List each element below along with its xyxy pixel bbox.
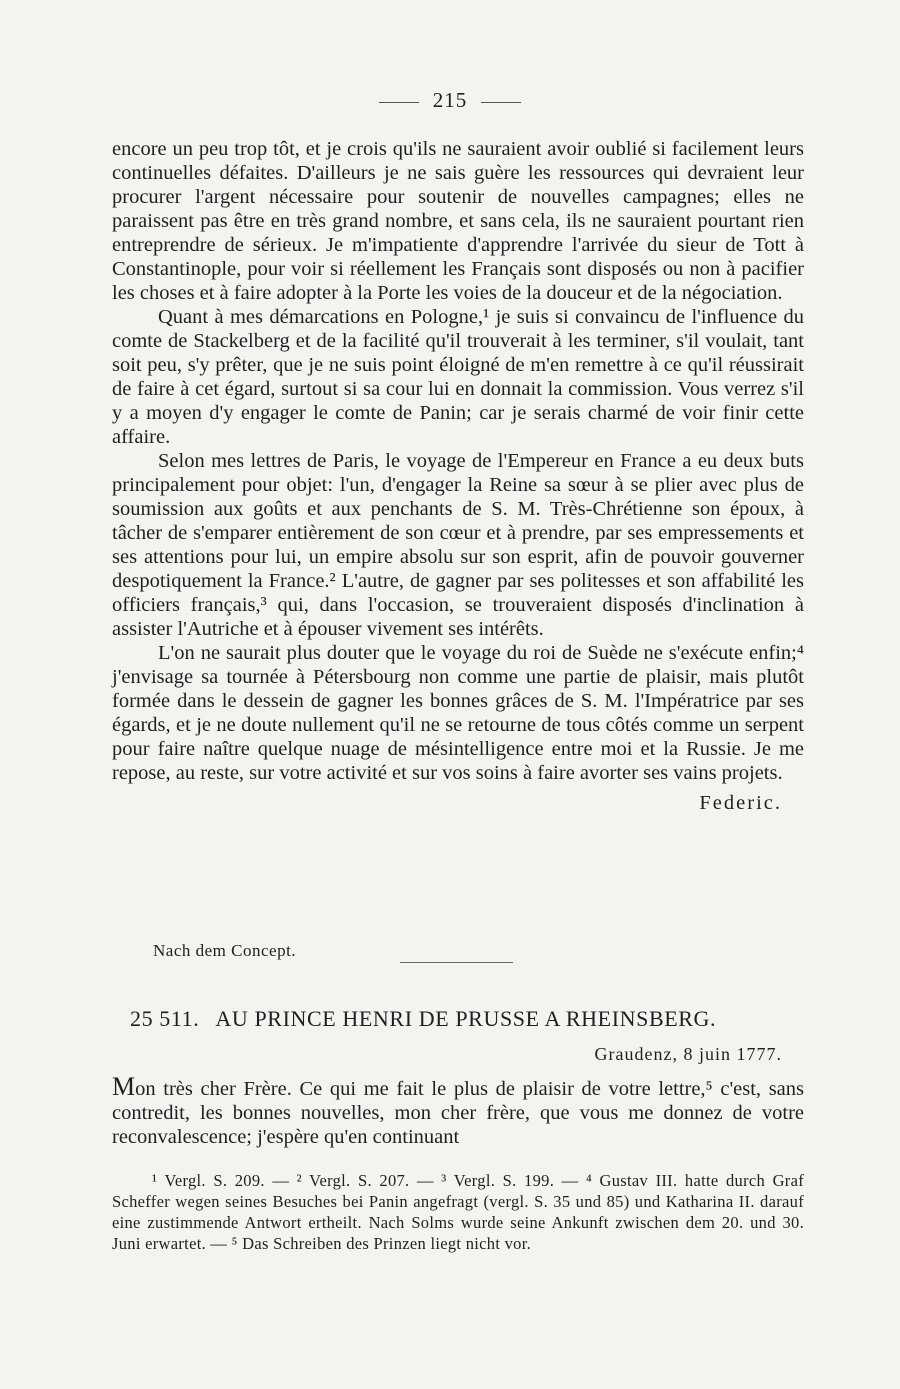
letter-number: 25 511. xyxy=(130,1006,200,1031)
letter-text xyxy=(112,1072,804,1149)
paragraph: Selon mes lettres de Paris, le voyage de l'Empereur en France a eu deux buts principalement pour objet: l'un, d'engager la Reine sa sœur à se plier avec plus de soumission aux goûts et aux penchants de S. M. Très-Chrétienne son époux, à tâcher de s'emparer entièrement de son cœur et à prendre, par ses empressements et ses attentions pour lui, un empire absolu sur son esprit, afin de pouvoir gouverner despotiquement la France.² L'autre, de gagner par ses politesses et son affabilité les officiers français,³ qui, dans l'occasion, se trouveraient disposés d'inclination à assister l'Autriche et à épouser vivement ses intérêts. xyxy=(112,450,804,640)
footnotes xyxy=(112,1170,804,1254)
source-note: Nach dem Concept. xyxy=(153,941,297,960)
paragraph: encore un peu trop tôt, et je crois qu'ils ne sauraient avoir oublié si facilement leurs continuelles défaites. D'ailleurs je ne sais guère les ressources qui devraient leur procurer l'argent nécessaire pour soutenir de nouvelles campagnes; elles ne paraissent pas être en très grand nombre, et sans cela, ils ne sauraient pourtant rien entreprendre de sérieux. Je m'impatiente d'apprendre l'arrivée du sieur de Tott à Constantinople, pour voir si réellement les Français sont disposés ou non à pacifier les choses et à faire adopter à la Porte les voies de la douceur et de la négociation. xyxy=(112,138,804,304)
footnote-text: ¹ Vergl. S. 209. — ² Vergl. S. 207. — ³ Vergl. S. 199. — ⁴ Gustav III. hatte durch Graf Scheffer wegen seines Besuches bei Panin angefragt (vergl. S. 35 und 85) und Katharina II. darauf eine zustimmende Antwort ertheilt. Nach Solms wurde seine Ankunft zwischen dem 20. und 30. Juni erwartet. — ⁵ Das Schreiben des Prinzen liegt nicht vor. xyxy=(112,1171,804,1253)
paragraph: L'on ne saurait plus douter que le voyage du roi de Suède ne s'exécute enfin;⁴ j'envisage sa tournée à Pétersbourg non comme une partie de plaisir, mais plutôt formée dans le dessein de gagner les bonnes grâces de S. M. l'Impératrice par ses égards, et je ne doute nullement qu'il ne se retourne de tous côtés comme un serpent pour faire naître quelque nuage de mésintelligence entre moi et la Russie. Je me repose, au reste, sur votre activité et sur vos soins à faire avorter ses vains projets. xyxy=(112,642,804,784)
letter-paragraph xyxy=(112,1072,804,1149)
running-head xyxy=(0,88,900,113)
header-rule-right xyxy=(481,102,521,103)
signature-row xyxy=(112,785,804,814)
letter-title: AU PRINCE HENRI DE PRUSSE A RHEINSBERG. xyxy=(215,1006,717,1031)
page-number: 215 xyxy=(432,88,468,112)
section-divider xyxy=(400,962,513,963)
initial-letter: M xyxy=(112,1072,136,1101)
main-text xyxy=(112,137,804,814)
letter-body: on très cher Frère. Ce qui me fait le plus de plaisir de votre lettre,⁵ c'est, sans contredit, les bonnes nouvelles, mon cher frère, que vous me donnez de votre reconvalescence; j'espère qu'en continuant xyxy=(112,1078,804,1148)
letter-heading xyxy=(130,1006,810,1032)
signature: Federic. xyxy=(699,792,782,814)
dateline: Graudenz, 8 juin 1777. xyxy=(594,1044,782,1064)
header-rule-left xyxy=(379,102,419,103)
paragraph: Quant à mes démarcations en Pologne,¹ je suis si convaincu de l'influence du comte de Stackelberg et de la facilité qu'il trouverait à les terminer, s'il voulait, tant soit peu, s'y prêter, que je ne suis point éloigné de m'en remettre à ce qu'il réussirait de faire à cet égard, surtout si sa cour lui en donnait la commission. Vous verrez s'il y a moyen d'y engager le comte de Panin; car je serais charmé de voir finir cette affaire. xyxy=(112,306,804,448)
